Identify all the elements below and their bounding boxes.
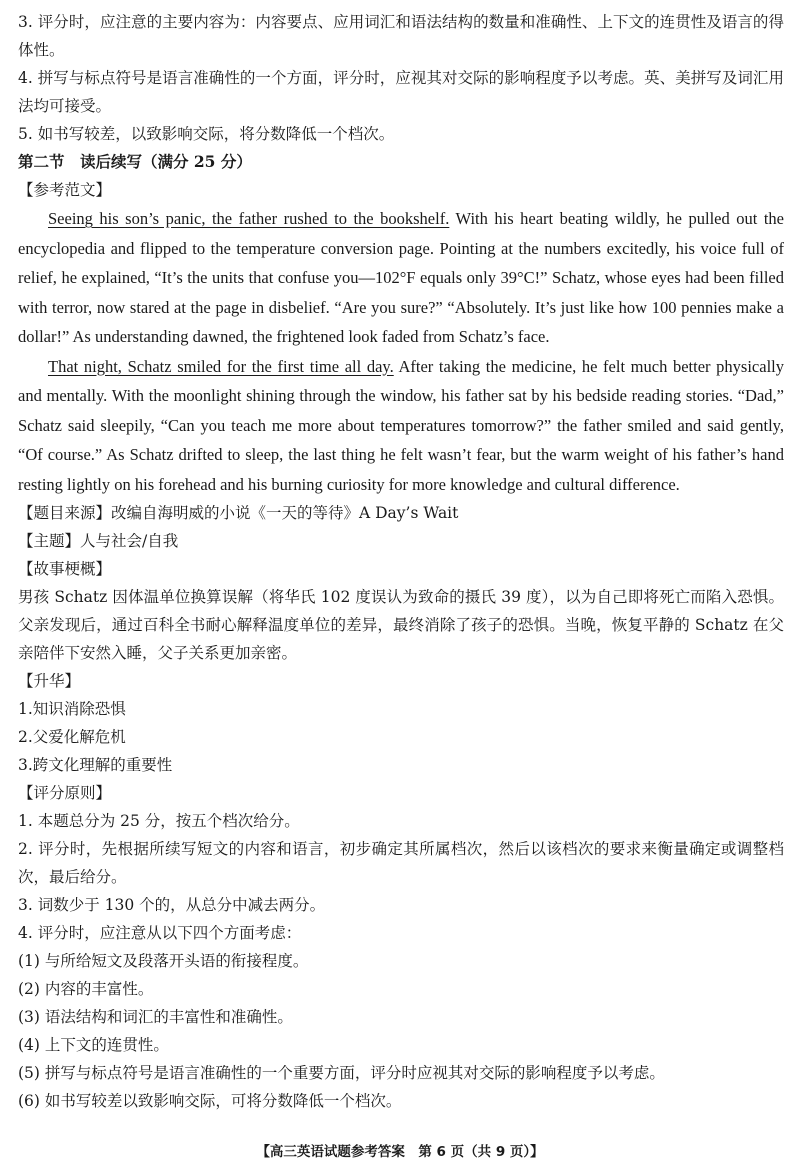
criteria-item: (6) 如书写较差以致影响交际，可将分数降低一个档次。	[18, 1092, 402, 1110]
paragraph-2-opening: That night, Schatz smiled for the first time all day.	[48, 356, 394, 376]
criteria-item: (1) 与所给短文及段落开头语的衔接程度。	[18, 952, 309, 970]
criteria-label: 【评分原则】	[18, 784, 112, 802]
sublimation-item: 1.知识消除恐惧	[18, 700, 126, 718]
paragraph-2-body: After taking the medicine, he felt much better physically and mentally. With the moonlight shining through the window, his father sat by his bedside reading stories. “Dad,” Schatz said sleepily, “Can you teach me more about temperatures tomorrow?” the father smiled and said gently, “Of course.” As Schatz drifted to sleep, the last thing he felt wasn’t fear, but the warm weight of his father’s hand resting lightly on his forehead and his burning curiosity for more knowledge and cultural difference.	[18, 356, 784, 494]
document-page	[18, 8, 784, 1115]
summary-label: 【故事梗概】	[18, 560, 112, 578]
note-5: 5. 如书写较差，以致影响交际，将分数降低一个档次。	[18, 125, 395, 143]
paragraph-1-body: With his heart beating wildly, he pulled out the encyclopedia and flipped to the temperature conversion page. Pointing at the numbers excitedly, his voice full of relief, he explained, “It’s the units that confuse you—102°F equals only 39°C!” Schatz, whose eyes had been filled with terror, now stared at the page in disbelief. “Are you sure?” “Absolutely. It’s just like how 100 pennies make a dollar!” As understanding dawned, the frightened look faded from Schatz’s face.	[18, 209, 784, 346]
criteria-item: 4. 评分时，应注意从以下四个方面考虑：	[18, 924, 302, 942]
criteria-item: (3) 语法结构和词汇的丰富性和准确性。	[18, 1008, 293, 1026]
criteria-item: 3. 词数少于 130 个的，从总分中减去两分。	[18, 896, 326, 914]
note-3: 3. 评分时，应注意的主要内容为：内容要点、应用词汇和语法结构的数量和准确性、上下文的连贯性及语言的得体性。	[18, 13, 784, 59]
criteria-item: (2) 内容的丰富性。	[18, 980, 154, 998]
theme-line: 【主题】人与社会/自我	[18, 532, 179, 550]
sample-paragraph-1	[18, 204, 784, 352]
sublimation-item: 3.跨文化理解的重要性	[18, 756, 173, 774]
criteria-item: 1. 本题总分为 25 分，按五个档次给分。	[18, 812, 300, 830]
criteria-item: (5) 拼写与标点符号是语言准确性的一个重要方面，评分时应视其对交际的影响程度予以考虑。	[18, 1064, 665, 1082]
note-4: 4. 拼写与标点符号是语言准确性的一个方面，评分时，应视其对交际的影响程度予以考虑。英、美拼写及词汇用法均可接受。	[18, 69, 784, 115]
section-heading: 第二节 读后续写（满分 25 分）	[18, 152, 252, 171]
sublimation-item: 2.父爱化解危机	[18, 728, 126, 746]
sublimation-label: 【升华】	[18, 672, 81, 690]
source-line: 【题目来源】改编自海明威的小说《一天的等待》A Day’s Wait	[18, 504, 459, 522]
sample-label: 【参考范文】	[18, 181, 112, 199]
paragraph-1-opening: Seeing his son’s panic, the father rushed to the bookshelf.	[48, 209, 450, 228]
summary-text: 男孩 Schatz 因体温单位换算误解（将华氏 102 度误认为致命的摄氏 39 度），以为自己即将死亡而陷入恐惧。父亲发现后，通过百科全书耐心解释温度单位的差异，最终消除了孩子的恐惧。当晚，恢复平静的 Schatz 在父亲陪伴下安然入睡，父子关系更加亲密。	[18, 588, 784, 662]
sample-paragraph-2	[18, 352, 784, 500]
page-footer: 【高三英语试题参考答案 第 6 页（共 9 页）】	[256, 1144, 544, 1160]
criteria-item: (4) 上下文的连贯性。	[18, 1036, 169, 1054]
criteria-item: 2. 评分时，先根据所续写短文的内容和语言，初步确定其所属档次，然后以该档次的要求来衡量确定或调整档次，最后给分。	[18, 840, 784, 886]
